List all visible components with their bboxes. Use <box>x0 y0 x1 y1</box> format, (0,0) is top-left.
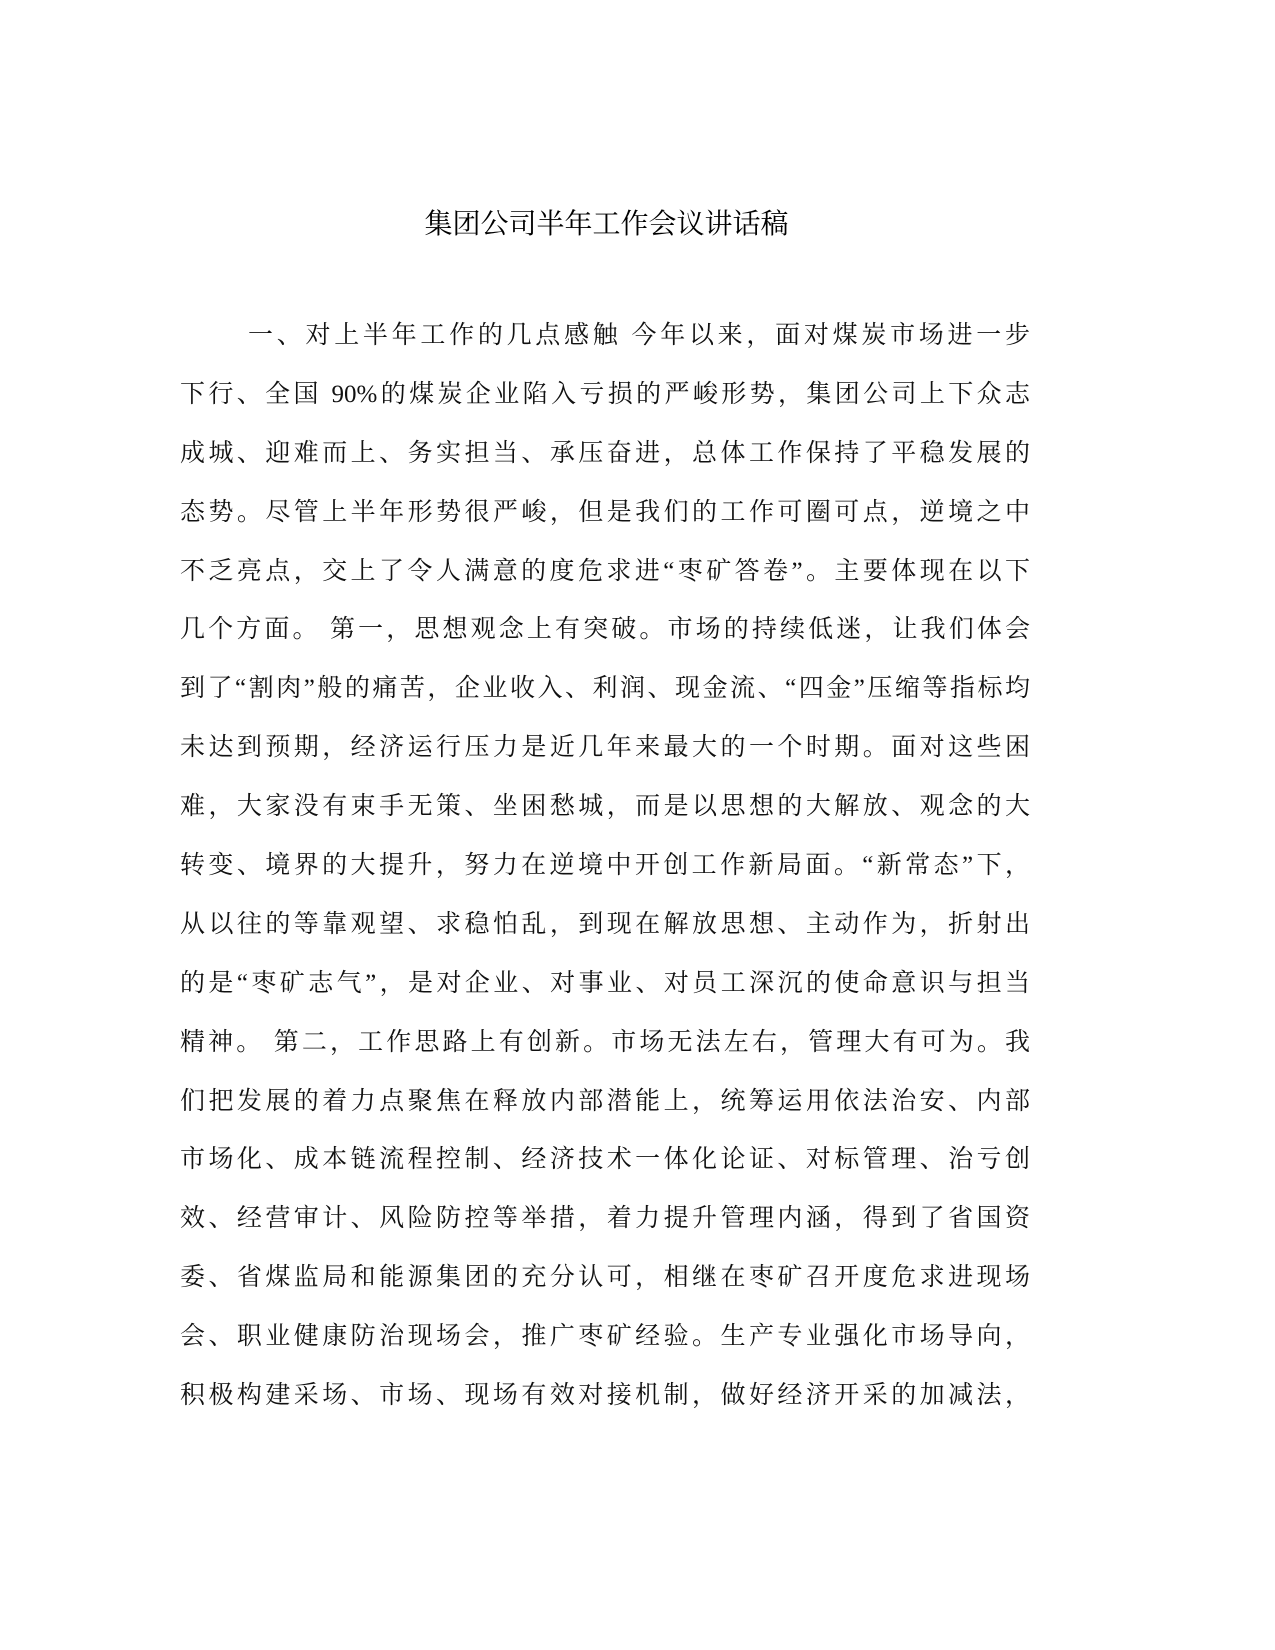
body-line: 精神。 第二，工作思路上有创新。市场无法左右，管理大有可为。我 <box>180 1028 1030 1056</box>
body-line: 一、对上半年工作的几点感触 今年以来，面对煤炭市场进一步 <box>248 322 1030 349</box>
body-line: 会、职业健康防治现场会，推广枣矿经验。生产专业强化市场导向， <box>180 1323 1030 1351</box>
body-line: 委、省煤监局和能源集团的充分认可，相继在枣矿召开度危求进现场 <box>180 1264 1030 1292</box>
body-line: 难，大家没有束手无策、坐困愁城，而是以思想的大解放、观念的大 <box>180 793 1030 821</box>
body-line: 效、经营审计、风险防控等举措，着力提升管理内涵，得到了省国资 <box>180 1205 1030 1233</box>
document-body <box>180 316 1030 1435</box>
body-line: 不乏亮点，交上了令人满意的度危求进“枣矿答卷”。主要体现在以下 <box>180 557 1030 585</box>
body-line: 下行、全国 90%的煤炭企业陷入亏损的严峻形势，集团公司上下众志 <box>180 380 1030 408</box>
body-line: 从以往的等靠观望、求稳怕乱，到现在解放思想、主动作为，折射出 <box>180 910 1030 938</box>
body-line: 几个方面。 第一，思想观念上有突破。市场的持续低迷，让我们体会 <box>180 616 1030 644</box>
body-line: 到了“割肉”般的痛苦，企业收入、利润、现金流、“四金”压缩等指标均 <box>180 675 1030 703</box>
body-line: 们把发展的着力点聚焦在释放内部潜能上，统筹运用依法治安、内部 <box>180 1087 1030 1115</box>
body-line: 市场化、成本链流程控制、经济技术一体化论证、对标管理、治亏创 <box>180 1146 1030 1174</box>
body-line: 积极构建采场、市场、现场有效对接机制，做好经济开采的加减法， <box>180 1382 1030 1410</box>
document-title: 集团公司半年工作会议讲话稿 <box>424 207 789 240</box>
body-line: 态势。尽管上半年形势很严峻，但是我们的工作可圈可点，逆境之中 <box>180 498 1030 526</box>
body-line: 未达到预期，经济运行压力是近几年来最大的一个时期。面对这些困 <box>180 734 1030 762</box>
body-line: 成城、迎难而上、务实担当、承压奋进，总体工作保持了平稳发展的 <box>180 439 1030 467</box>
body-line: 的是“枣矿志气”，是对企业、对事业、对员工深沉的使命意识与担当 <box>180 969 1030 997</box>
body-line: 转变、境界的大提升，努力在逆境中开创工作新局面。“新常态”下， <box>180 852 1030 880</box>
